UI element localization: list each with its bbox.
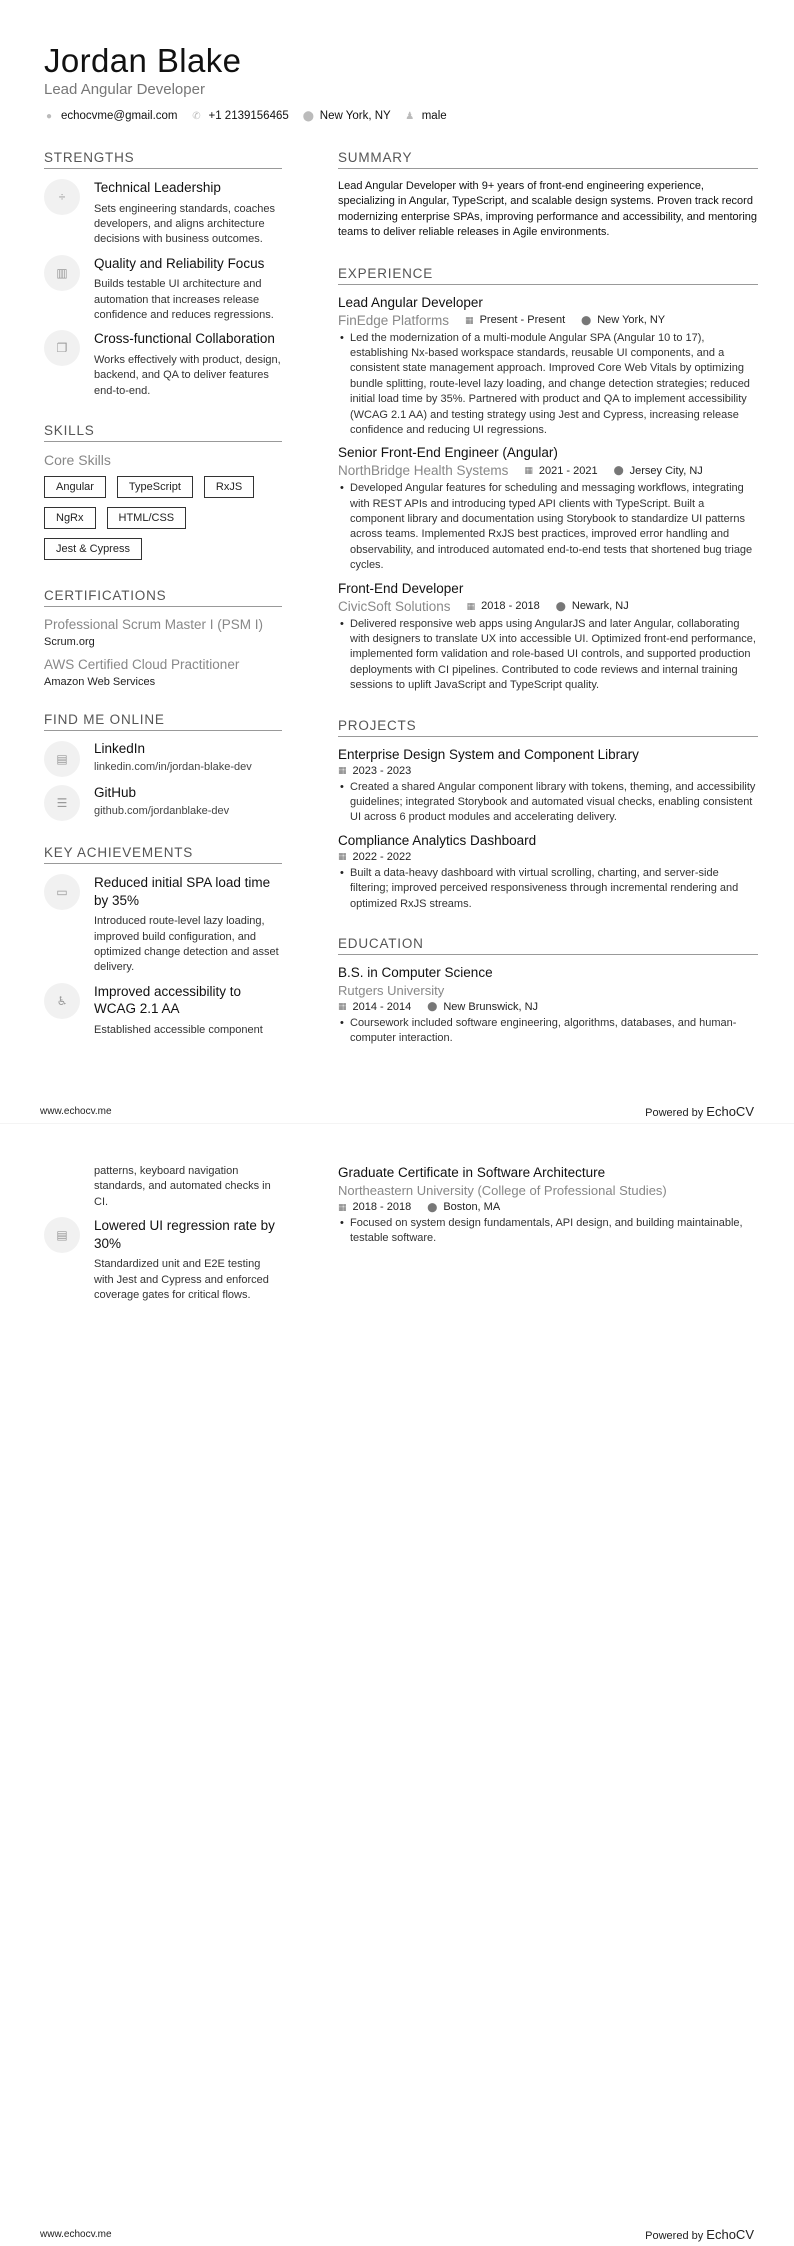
strength-desc: Builds testable UI architecture and automation that increases release confidence and reduces regressions. [94,278,274,322]
project-dates: 2023 - 2023 [352,764,412,777]
document-icon: ▤ [44,741,80,777]
education-heading: EDUCATION [338,936,758,955]
project-title: Enterprise Design System and Component Library [338,746,639,762]
project-meta [338,851,758,863]
achievement-item [44,1217,282,1303]
cert-issuer: Amazon Web Services [44,676,156,689]
strengths-heading: STRENGTHS [44,150,282,169]
job-company: FinEdge Platforms [338,312,450,328]
candidate-name: Jordan Blake [44,42,242,79]
brand-logo-text[interactable]: EchoCV [706,1104,754,1119]
location-pin-icon: ⬤ [427,1001,438,1012]
contact-phone[interactable] [192,110,289,122]
powered-by-text: Powered by [645,2230,704,2242]
calendar-icon: ▦ [338,1001,347,1012]
education-meta [338,1001,758,1013]
education-location: New Brunswick, NJ [443,1000,539,1013]
job-title: Lead Angular Developer [338,294,483,310]
calendar-icon: ▦ [338,1201,347,1212]
achievement-item-continued [44,1164,282,1210]
online-name: LinkedIn [94,741,146,757]
job-dates: 2018 - 2018 [481,600,540,613]
right-column-continued [338,1165,758,1254]
project-meta [338,765,758,777]
summary-text: Lead Angular Developer with 9+ years of front-end engineering experience, specializing in Angular, TypeScript, and scalable design systems. Proven track record modernizing enterprise SPAs, improving performance and accessibility, and mentoring teams to deliver reliable releases in Agile environments. [338,180,758,239]
education-entry [338,1165,758,1247]
job-title: Front-End Developer [338,580,464,596]
resume-page-2 [0,1123,794,2246]
project-entry [338,833,758,912]
contact-bar [44,110,447,122]
achievement-title: Lowered UI regression rate by 30% [94,1218,275,1251]
strength-title: Technical Leadership [94,180,221,195]
achievement-desc: Introduced route-level lazy loading, improved build configuration, and optimized change detection and asset delivery. [94,915,279,974]
online-name: GitHub [94,785,137,801]
education-description: • Coursework included software engineering, algorithms, databases, and human-computer interaction. [338,1016,758,1047]
job-dates: 2021 - 2021 [538,464,598,477]
job-title: Senior Front-End Engineer (Angular) [338,445,558,461]
project-description: • Built a data-heavy dashboard with virtual scrolling, charting, and server-side filtering; improved perceived responsiveness through incremental rendering and optimized RxJS streams. [338,866,758,912]
education-description: • Focused on system design fundamentals, API design, and building maintainable, testable software. [338,1216,758,1247]
job-description: • Developed Angular features for scheduling and messaging workflows, integrating with REST APIs and introducing typed API clients with TypeScript. Built a component library and documentation using Storybook to standardize UI patterns across teams. Implemented RxJS best practices, improved error handling and observability, and introduced automated end-to-end tests that shortened bug triage cycles. [338,481,758,573]
cert-name: AWS Certified Cloud Practitioner [44,657,240,673]
achievement-item [44,983,282,1038]
location-pin-icon: ⬤ [427,1201,438,1212]
education-school: Rutgers University [338,982,445,998]
contact-location [303,110,391,122]
contact-email[interactable] [44,110,178,122]
brand-logo-text[interactable]: EchoCV [706,2227,754,2242]
job-location: New York, NY [597,314,666,327]
phone-text: +1 2139156465 [208,110,289,122]
achievement-desc: patterns, keyboard navigation standards, and automated checks in CI. [94,1165,271,1208]
strength-item [44,179,282,248]
cert-name: Professional Scrum Master I (PSM I) [44,617,264,633]
email-text: echocvme@gmail.com [61,110,178,122]
job-entry [338,445,758,573]
calendar-icon: ▦ [338,851,347,862]
skill-tag: NgRx [44,507,96,529]
footer-brand [645,2227,754,2242]
strength-desc: Sets engineering standards, coaches developers, and aligns architecture decisions with business outcomes. [94,202,276,246]
job-location: Jersey City, NJ [629,464,703,477]
summary-heading: SUMMARY [338,150,758,169]
accessibility-icon: ♿ [44,983,80,1019]
contact-gender [405,110,447,122]
strength-item [44,330,282,399]
skills-tags [44,476,282,560]
skills-heading: SKILLS [44,423,282,442]
monitor-icon: ▭ [44,874,80,910]
calendar-icon: ▦ [466,600,476,611]
footer-brand [645,1104,754,1119]
projects-heading: PROJECTS [338,718,758,737]
job-description: • Led the modernization of a multi-module Angular SPA (Angular 10 to 17), establishing Nx-based workspace standards, reusable UI components, and a consistent state management approach. Improved Core Web Vitals by optimizing bundle splitting, route-level lazy loading, and change detection strategies; reduced initial load time by 35%. Partnered with product and QA to implement accessibility (WCAG 2.1 AA) and testing strategy using Jest and Cypress, increasing release confidence and reducing UI regressions. [338,331,758,439]
skills-group-title: Core Skills [44,452,111,469]
project-description: • Created a shared Angular component library with tokens, theming, and accessibility guidelines; integrated Storybook and automated visual checks, enabling consistent UI across 6 product modules and accelerating delivery. [338,780,758,826]
calendar-icon: ▦ [524,465,533,476]
book-icon: ▥ [44,255,80,291]
experience-heading: EXPERIENCE [338,266,758,285]
skill-tag: RxJS [204,476,254,498]
footer-site-link[interactable]: www.echocv.me [40,1106,112,1117]
job-meta [338,599,758,614]
person-icon: ♟ [405,110,415,122]
project-dates: 2022 - 2022 [352,850,412,863]
education-school: Northeastern University (College of Professional Studies) [338,1183,667,1198]
strength-item [44,255,282,324]
job-dates: Present - Present [479,314,566,327]
achievements-heading: KEY ACHIEVEMENTS [44,845,282,864]
achievement-desc: Established accessible component [94,1023,263,1036]
right-column [338,150,758,1054]
education-degree: B.S. in Computer Science [338,964,493,980]
online-link[interactable]: github.com/jordanblake-dev [94,805,230,818]
education-degree: Graduate Certificate in Software Architecture [338,1165,606,1180]
achievement-desc: Standardized unit and E2E testing with Jest and Cypress and enforced coverage gates for critical flows. [94,1258,269,1302]
education-location: Boston, MA [443,1201,501,1213]
job-entry [338,295,758,439]
location-pin-icon: ⬤ [555,600,566,611]
page-footer [40,1104,754,1119]
project-entry [338,747,758,826]
certifications-heading: CERTIFICATIONS [44,588,282,607]
location-pin-icon: ⬤ [302,110,314,122]
icon-spacer [44,1164,80,1210]
education-meta [338,1201,758,1213]
achievement-title: Reduced initial SPA load time by 35% [94,875,271,908]
page-footer [40,2227,754,2242]
copy-icon: ❐ [44,330,80,366]
job-entry [338,581,758,694]
document-icon: ▤ [44,1217,80,1253]
job-company: CivicSoft Solutions [338,598,451,614]
job-description: • Delivered responsive web apps using AngularJS and later Angular, collaborating with designers to translate UX into accessible UI. Optimized front-end performance, implemented form validation and role-based UI controls, and supported production deployments with CI pipelines. Contributed to code reviews and internal training sessions to uplift JavaScript and TypeScript quality. [338,617,758,694]
left-column [44,150,282,1045]
divide-icon: ÷ [44,179,80,215]
skill-tag: HTML/CSS [107,507,187,529]
calendar-icon: ▦ [338,765,347,776]
calendar-icon: ▦ [465,314,474,325]
achievement-title: Improved accessibility to WCAG 2.1 AA [94,983,242,1017]
strength-desc: Works effectively with product, design, backend, and QA to deliver features end-to-end. [94,353,281,397]
strength-title: Cross-functional Collaboration [94,331,275,347]
strength-title: Quality and Reliability Focus [94,255,265,271]
powered-by-text: Powered by [645,1107,704,1119]
email-icon: ● [45,110,53,122]
online-link[interactable]: linkedin.com/in/jordan-blake-dev [94,761,252,774]
cert-issuer: Scrum.org [44,636,95,649]
list-icon: ☰ [44,785,80,821]
location-pin-icon: ⬤ [613,465,624,476]
left-column-continued [44,1164,282,1310]
skill-tag: TypeScript [117,476,193,498]
candidate-role: Lead Angular Developer [44,81,205,98]
job-company: NorthBridge Health Systems [338,463,509,479]
online-heading: FIND ME ONLINE [44,712,282,731]
job-meta [338,313,758,328]
online-item-github[interactable] [44,785,282,821]
skill-tag: Jest & Cypress [44,538,142,560]
project-title: Compliance Analytics Dashboard [338,832,537,848]
footer-site-link[interactable]: www.echocv.me [40,2229,112,2240]
location-pin-icon: ⬤ [581,314,592,325]
skill-tag: Angular [44,476,106,498]
achievement-item [44,874,282,976]
online-item-linkedin[interactable] [44,741,282,777]
education-dates: 2018 - 2018 [352,1201,412,1213]
phone-icon: ✆ [192,110,201,122]
gender-text: male [421,110,447,122]
job-location: Newark, NJ [571,600,629,613]
education-entry [338,965,758,1047]
location-text: New York, NY [319,110,391,122]
job-meta [338,463,758,478]
education-dates: 2014 - 2014 [352,1000,412,1013]
